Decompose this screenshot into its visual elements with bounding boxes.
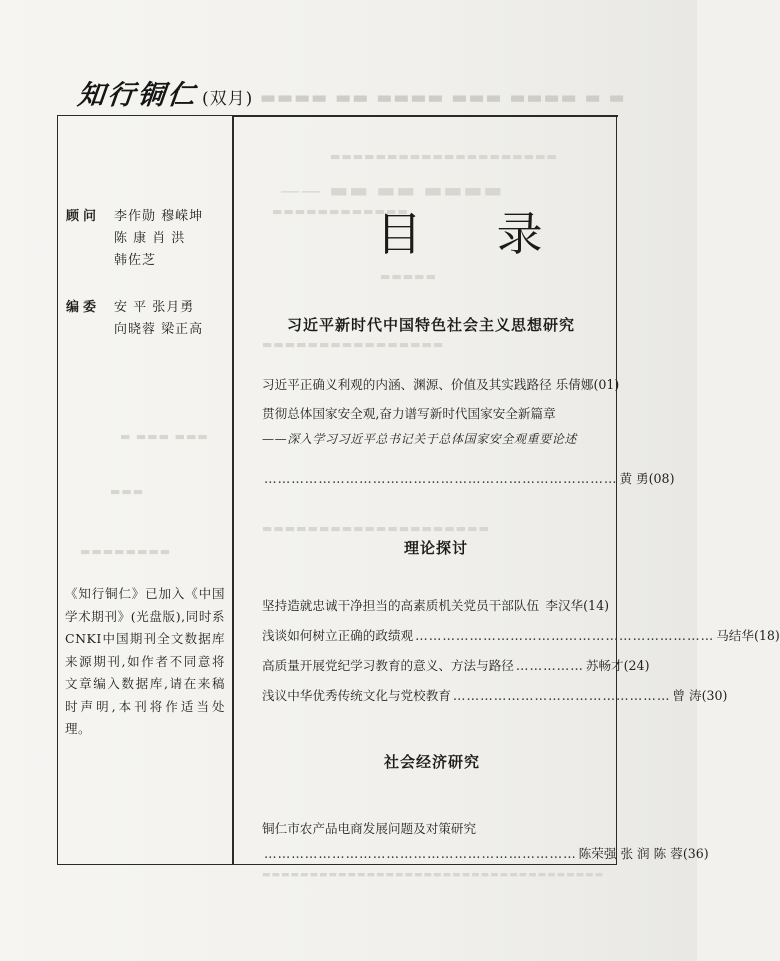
- bleed-through-text: —— ▬▬ ▬▬ ▬▬▬▬: [280, 178, 504, 202]
- entry-author-page: 苏畅才(24): [585, 658, 650, 673]
- entry-author-page: 乐倩娜(01): [555, 377, 620, 392]
- entry-author-page: 曾 涛(30): [672, 688, 728, 703]
- advisors-names: 李作勋 穆嵘坤: [114, 209, 204, 224]
- bleed-through-footer: ▬▬▬▬▬▬▬▬▬▬▬▬▬▬▬▬▬▬▬▬▬▬▬▬▬▬▬▬▬▬▬▬▬▬▬▬: [262, 870, 605, 880]
- entry-title: 浅议中华优秀传统文化与党校教育: [262, 688, 451, 703]
- advisors-names: 韩佐芝: [114, 253, 157, 268]
- entry-author-page: 陈荣强 张 润 陈 蓉(36): [578, 846, 709, 861]
- toc-entry-title[interactable]: 贯彻总体国家安全观,奋力谱写新时代国家安全新篇章: [262, 406, 556, 421]
- bleed-through-text: ▬▬▬▬▬▬▬▬▬▬▬▬▬▬▬▬▬▬▬▬: [262, 522, 490, 535]
- editorial-board-names: 向晓蓉 梁正高: [114, 322, 204, 337]
- toc-entry[interactable]: [262, 597, 609, 615]
- bleed-through-header: ▬▬▬▬ ▬▬ ▬▬▬▬ ▬▬▬ ▬▬▬▬ ▬ ▬: [260, 88, 626, 108]
- leader-dots: …………………………………………: [452, 688, 671, 703]
- editorial-board-label: 编委: [66, 300, 101, 315]
- toc-entry-subtitle[interactable]: ——深入学习习近平总书记关于总体国家安全观重要论述: [262, 432, 578, 446]
- entry-title: 坚持造就忠诚干净担当的高素质机关党员干部队伍: [262, 598, 540, 613]
- entry-author-page: 黄 勇(08): [619, 471, 675, 486]
- bleed-through-text: ▬▬▬▬▬▬▬▬▬▬▬▬▬▬▬▬: [262, 338, 445, 351]
- entry-title: 浅谈如何树立正确的政绩观: [262, 628, 414, 643]
- toc-entry[interactable]: [262, 687, 728, 705]
- toc-entry-title[interactable]: 铜仁市农产品电商发展问题及对策研究: [262, 821, 477, 836]
- column-divider: [232, 115, 234, 865]
- leader-dots: ……………: [515, 658, 584, 673]
- toc-entry[interactable]: [262, 470, 675, 488]
- toc-entry[interactable]: [262, 376, 620, 394]
- editorial-board-block: [66, 297, 224, 341]
- leader-dots: ……………………………………………………………………: [264, 471, 618, 486]
- bleed-through-text: ▬▬▬▬▬▬▬▬: [80, 545, 172, 558]
- section-heading-socio-economic: 社会经济研究: [384, 753, 481, 771]
- masthead: [78, 78, 253, 112]
- journal-title: 知行铜仁: [76, 80, 200, 111]
- section-heading-theory: 理论探讨: [404, 539, 469, 557]
- entry-title: 习近平正确义利观的内涵、渊源、价值及其实践路径: [262, 377, 552, 392]
- advisors-names: 陈 康 肖 洪: [114, 231, 186, 246]
- entry-author-page: 李汉华(14): [545, 598, 609, 613]
- copyright-notice: 《知行铜仁》已加入《中国学术期刊》(光盘版),同时系CNKI中国期刊全文数据库来源期刊,如作者不同意将文章编入数据库,请在来稿时声明,本刊将作适当处理。: [65, 586, 225, 736]
- section-heading-xi-thought: 习近平新时代中国特色社会主义思想研究: [287, 316, 576, 334]
- toc-entry[interactable]: [262, 627, 780, 645]
- entry-author-page: 马结华(18): [716, 628, 780, 643]
- bleed-through-text: ▬▬▬: [110, 485, 145, 498]
- bleed-through-text: ▬▬▬▬▬: [380, 270, 437, 283]
- bleed-through-text: ▬▬▬▬▬▬▬▬▬▬▬▬▬▬▬▬▬▬▬▬: [330, 150, 558, 163]
- toc-entry[interactable]: [262, 845, 709, 863]
- entry-title: 高质量开展党纪学习教育的意义、方法与路径: [262, 658, 514, 673]
- toc-title: 目 录: [376, 207, 573, 261]
- bleed-through-text: ▬ ▬▬▬ ▬▬▬: [120, 430, 209, 443]
- top-rule: [232, 115, 618, 117]
- editorial-board-names: 安 平 张月勇: [114, 300, 195, 315]
- advisors-label: 顾问: [66, 209, 101, 224]
- leader-dots: [541, 597, 543, 615]
- toc-entry[interactable]: [262, 657, 650, 675]
- advisors-block: [66, 206, 224, 272]
- bleed-through-text: ▬▬▬▬▬▬▬▬▬▬▬▬: [272, 205, 409, 218]
- journal-frequency: (双月): [202, 89, 254, 109]
- leader-dots: ……………………………………………………………: [264, 846, 577, 861]
- leader-dots: …………………………………………………………: [415, 628, 715, 643]
